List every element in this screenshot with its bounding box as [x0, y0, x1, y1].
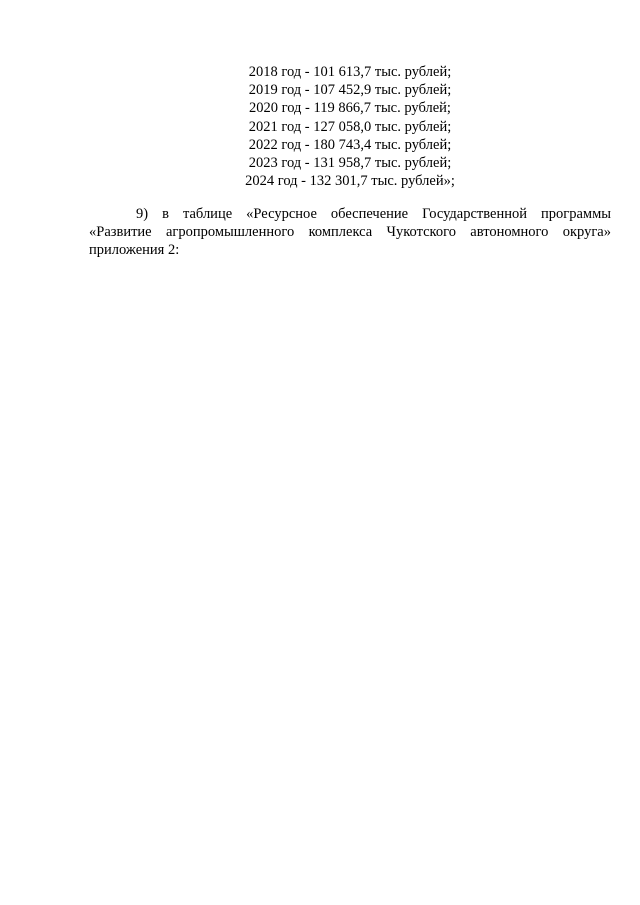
amendment-paragraph — [89, 205, 611, 260]
funding-year-line: 2019 год - 107 452,9 тыс. рублей; — [248, 82, 452, 99]
funding-year-line: 2024 год - 132 301,7 тыс. рублей»; — [245, 173, 455, 190]
funding-year-line: 2020 год - 119 866,7 тыс. рублей; — [249, 100, 451, 117]
funding-year-line: 2023 год - 131 958,7 тыс. рублей; — [248, 155, 452, 172]
paragraph-line: приложения 2: — [89, 242, 180, 259]
paragraph-line: «Развитие агропромышленного комплекса Чукотского автономного округа» — [89, 224, 611, 241]
paragraph-line: 9) в таблице «Ресурсное обеспечение Государственной программы — [136, 206, 611, 222]
funding-year-line: 2021 год - 127 058,0 тыс. рублей; — [248, 118, 452, 135]
funding-year-line: 2022 год - 180 743,4 тыс. рублей; — [248, 136, 452, 153]
funding-by-year-list — [89, 63, 611, 190]
funding-year-line: 2018 год - 101 613,7 тыс. рублей; — [248, 64, 452, 80]
